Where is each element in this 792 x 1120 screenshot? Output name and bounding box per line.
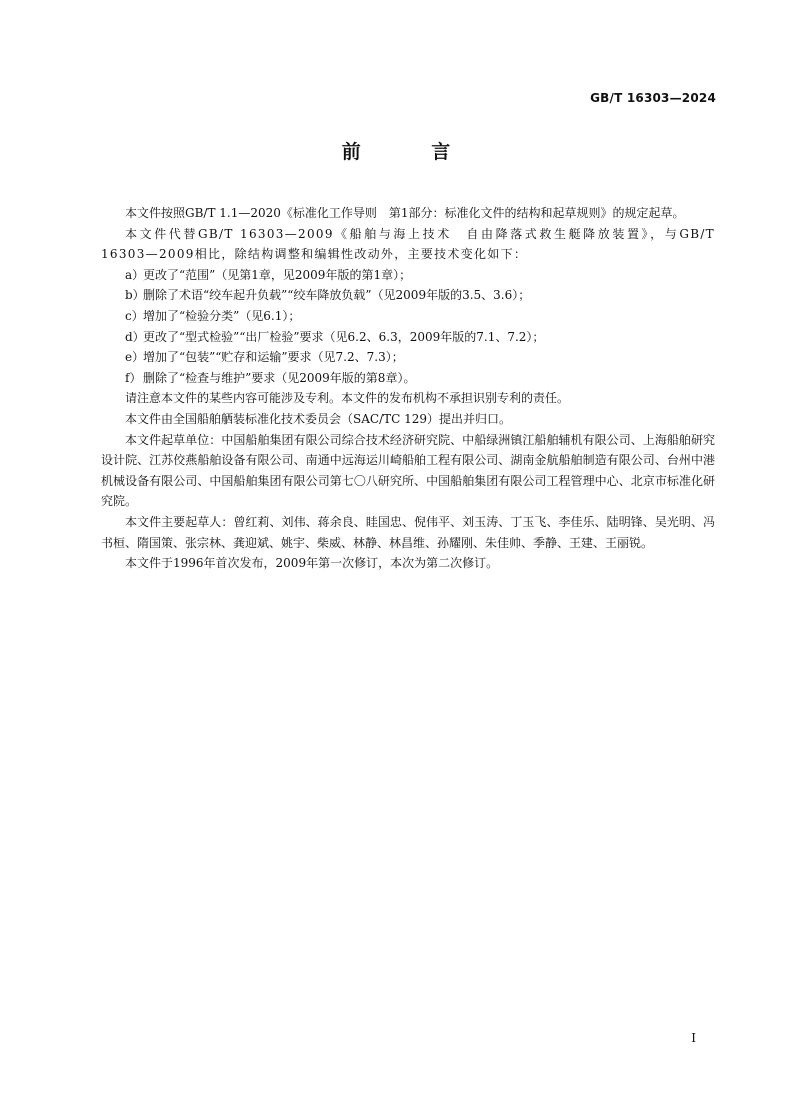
- list-item: [101, 285, 715, 306]
- list-item-text: 增加了“包装”“贮存和运输”要求（见7.2、7.3）；: [143, 350, 404, 365]
- list-item-label: b）: [125, 288, 145, 303]
- standard-code: GB/T 16303—2024: [590, 91, 716, 105]
- page-number: I: [691, 1031, 696, 1045]
- list-item: [101, 306, 715, 327]
- list-item-text: 增加了“检验分类”（见6.1）；: [143, 308, 301, 323]
- list-item: [101, 327, 715, 348]
- paragraph-drafting-rules: 本文件按照GB/T 1.1—2020《标准化工作导则 第1部分：标准化文件的结构和起草规则》的规定起草。: [125, 206, 685, 220]
- list-item: [101, 265, 715, 286]
- list-item-label: c）: [125, 308, 144, 323]
- list-item-label: a）: [125, 267, 145, 282]
- list-item: [101, 368, 715, 389]
- list-item-text: 删除了术语“绞车起升负载”“绞车降放负载”（见2009年版的3.5、3.6）；: [143, 288, 531, 303]
- list-item-text: 更改了“型式检验”“出厂检验”要求（见6.2、6.3，2009年版的7.1、7.2）；: [143, 329, 545, 344]
- paragraph-drafting-units: 本文件起草单位：中国船舶集团有限公司综合技术经济研究院、中船绿洲镇江船舶辅机有限公司、上海船舶研究设计院、江苏佼燕船舶设备有限公司、南通中远海运川崎船舶工程有限公司、湖南金航船舶制造有限公司、台州中港机械设备有限公司、中国船舶集团有限公司第七〇八研究所、中国船舶集团有限公司工程管理中心、北京市标准化研究院。: [101, 432, 715, 509]
- list-item-label: e）: [125, 350, 145, 365]
- paragraph-drafters: 本文件主要起草人：曾红莉、刘伟、蒋余良、眭国忠、倪伟平、刘玉涛、丁玉飞、李佳乐、陆明锋、吴光明、冯书桓、隋国策、张宗林、龚迎斌、姚宇、柴威、林静、林昌维、孙耀刚、朱佳帅、季静、王建、王丽锐。: [101, 514, 715, 550]
- list-item-text: 更改了“范围”（见第1章，见2009年版的第1章）；: [143, 267, 412, 282]
- list-item-label: d）: [125, 329, 145, 344]
- page-title: 前 言: [341, 141, 483, 163]
- list-item-text: 删除了“检查与维护”要求（见2009年版的第8章）。: [143, 370, 416, 385]
- document-body: [101, 203, 715, 574]
- paragraph-replacement: 本文件代替GB/T 16303—2009《船舶与海上技术 自由降落式救生艇降放装置》，与GB/T 16303—2009相比，除结构调整和编辑性改动外，主要技术变化如下：: [101, 226, 715, 262]
- paragraph-patent-notice: 请注意本文件的某些内容可能涉及专利。本文件的发布机构不承担识别专利的责任。: [125, 391, 570, 406]
- paragraph-history: 本文件于1996年首次发布，2009年第一次修订，本次为第二次修订。: [125, 556, 499, 571]
- list-item-label: f）: [125, 370, 142, 385]
- list-item: [101, 347, 715, 368]
- paragraph-proposer: 本文件由全国船舶舾装标准化技术委员会（SAC/TC 129）提出并归口。: [125, 411, 512, 426]
